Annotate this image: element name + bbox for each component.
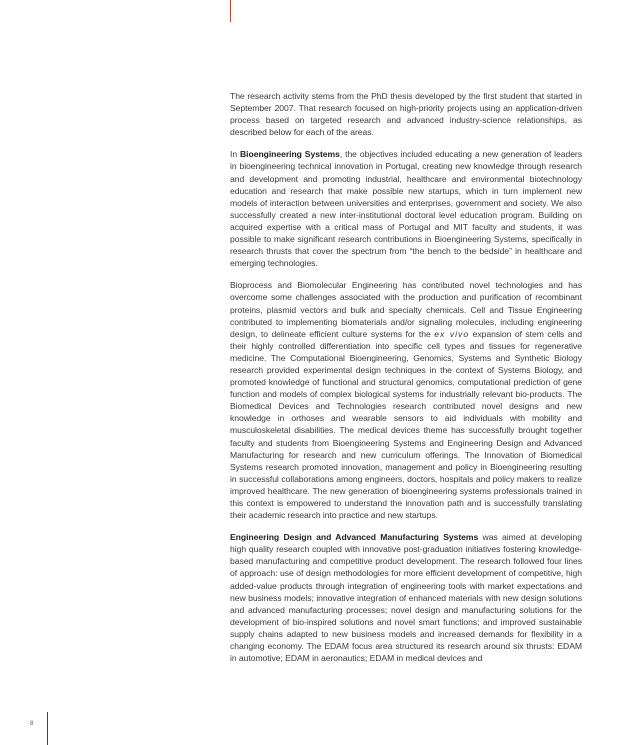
ex-vivo-term: ex vivo: [434, 328, 470, 339]
top-accent-rule: [230, 0, 231, 22]
edam-text: was aimed at developing high quality research coupled with innovative post-graduation initiatives fostering knowledge-based manufacturing and competitive product development. The research followed four lines of approach: use of design methodologies for more efficient development of competitive, high added-value products through integration of engineering tools with market expectations and new business models; innovative integration of enhanced materials with new design solutions and advanced manufacturing processes; novel design and manufacturing solutions for the development of bio-inspired solutions and novel smart functions; and improved sustainable supply chains adapted to new business models and increased demands for flexibility in a changing economy. The EDAM focus area structured its research around six thrusts: EDAM in automotive; EDAM in aeronautics; EDAM in medical devices and: [230, 532, 582, 664]
bottom-margin-rule: [47, 712, 48, 745]
bioengineering-lead: In: [230, 149, 241, 160]
bioprocess-paragraph: [230, 279, 582, 521]
intro-text: The research activity stems from the PhD thesis developed by the first student that started in September 2007. That research focused on high-priority projects using an application-driven process based on targeted research and advanced industry-science relationships, as described below for each of the areas.: [230, 91, 582, 138]
edam-paragraph: [230, 531, 582, 664]
bioengineering-text: , the objectives included educating a new generation of leaders in bioengineering technical innovation in Portugal, creating new knowledge through research and development and promoting industrial, healthcare and environmental biotechnology education and research that make possible new startups, which in turn implement new models of interaction between universities and enterprises, government and society. We also successfully created a new inter-institutional doctoral level education program. Building on acquired expertise with a critical mass of Portugal and MIT faculty and students, it was possible to make significant research contributions in Bioengineering Systems, specifically in research thrusts that cover the spectrum from “the bench to the bedside” in healthcare and emerging technologies.: [230, 149, 582, 269]
edam-term: Engineering Design and Advanced Manufacturing Systems: [230, 532, 479, 543]
page-number: 8: [30, 721, 34, 727]
bioengineering-paragraph: [230, 148, 582, 269]
bioprocess-text-a: Bioprocess and Biomolecular Engineering has contributed novel technologies and has overcome some challenges associated with the production and purification of recombinant proteins, plasmid vectors and bulk and specialty chemicals. Cell and Tissue Engineering contributed to implementing biomaterials and/or signaling molecules, including engineering design, to delineate efficient culture systems for the: [230, 280, 582, 339]
bioengineering-term: Bioengineering Systems: [240, 149, 340, 160]
bioprocess-text-b: expansion of stem cells and their highly controlled differentiation into specific cell types and tissues for regenerative medicine. The Computational Bioengineering, Genomics, Systems and Synthetic Biology research provided experimental design techniques in the context of Systems Biology, and promoted knowledge of functional and structural genomics, computational prediction of gene function and models of complex biological systems for industrially relevant bio-products. The Biomedical Devices and Technologies research contributed novel designs and new knowledge in orthoses and wearable sensors to aid individuals with mobility and musculoskeletal disabilities. The medical devices theme has successfully brought together faculty and students from Bioengineering Systems and Engineering Design and Advanced Manufacturing for research and new curriculum offerings. The Innovation of Biomedical Systems research promoted innovation, management and policy in Bioengineering resulting in successful collaborations among engineers, doctors, hospitals and policy makers to realize improved healthcare. The new generation of bioengineering systems professionals trained in this context is empowered to understand the innovation path and is successfully translating their academic research into practice and new startups.: [230, 328, 582, 521]
intro-paragraph: [230, 90, 582, 138]
main-text-column: [230, 90, 582, 674]
